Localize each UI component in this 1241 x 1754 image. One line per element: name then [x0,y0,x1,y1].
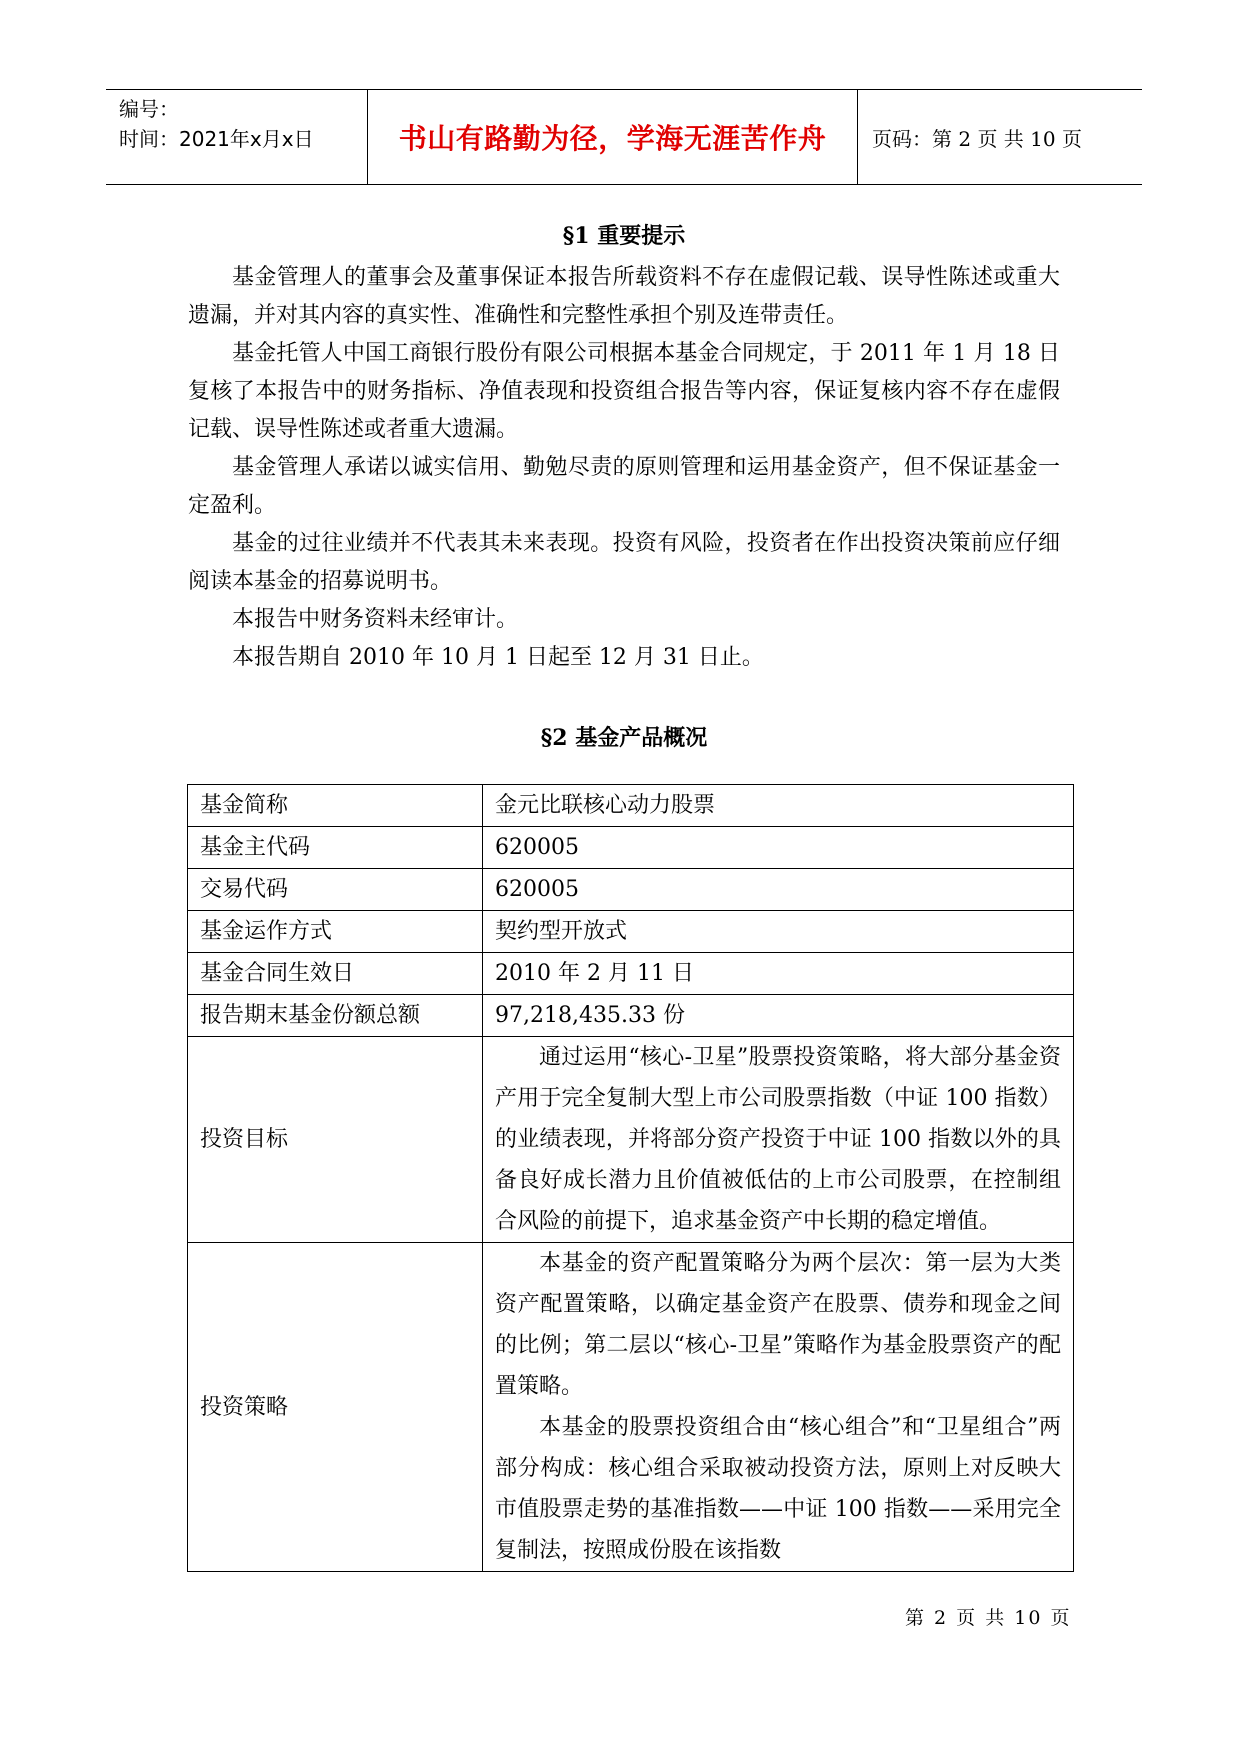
notice-paragraph: 基金管理人承诺以诚实信用、勤勉尽责的原则管理和运用基金资产，但不保证基金一定盈利。 [188,455,1060,518]
section1-title: §1 重要提示 [562,223,686,249]
row-key: 报告期末基金份额总额 [188,995,483,1037]
notice-paragraph: 本报告中财务资料未经审计。 [232,607,519,632]
row-value: 97,218,435.33 份 [483,995,1074,1037]
notice-paragraph: 基金托管人中国工商银行股份有限公司根据本基金合同规定，于 2011 年 1 月 18 日复核了本报告中的财务指标、净值表现和投资组合报告等内容，保证复核内容不存在虚假记载、误导性陈述或者重大遗漏。 [188,341,1060,442]
strategy-cell [483,1243,1074,1572]
table-row [188,953,1074,995]
header-motto: 书山有路勤为径，学海无涯苦作舟 [368,90,858,184]
strategy-paragraph: 本基金的股票投资组合由“核心组合”和“卫星组合”两部分构成：核心组合采取被动投资方法，原则上对反映大市值股票走势的基准指数——中证 100 指数——采用完全复制法，按照成份股在该指数 [495,1415,1061,1563]
table-row [188,869,1074,911]
table-row [188,785,1074,827]
row-value: 金元比联核心动力股票 [483,785,1074,827]
row-value: 2010 年 2 月 11 日 [483,953,1074,995]
row-key: 基金简称 [188,785,483,827]
row-key: 投资目标 [188,1037,483,1243]
section2-title: §2 基金产品概况 [540,725,708,751]
row-key: 基金运作方式 [188,911,483,953]
row-value: 契约型开放式 [483,911,1074,953]
notice-paragraph: 本报告期自 2010 年 10 月 1 日起至 12 月 31 日止。 [232,645,764,670]
notice-paragraph: 基金管理人的董事会及董事保证本报告所载资料不存在虚假记载、误导性陈述或重大遗漏，并对其内容的真实性、准确性和完整性承担个别及连带责任。 [188,265,1060,328]
page-header [106,89,1142,185]
strategy-paragraph: 本基金的资产配置策略分为两个层次：第一层为大类资产配置策略，以确定基金资产在股票、债券和现金之间的比例；第二层以“核心-卫星”策略作为基金股票资产的配置策略。 [495,1251,1061,1399]
table-row [188,1037,1074,1243]
section-important-notice [188,213,1060,761]
notice-paragraph: 基金的过往业绩并不代表其未来表现。投资有风险，投资者在作出投资决策前应仔细阅读本基金的招募说明书。 [188,531,1060,594]
header-meta [106,90,368,184]
table-row [188,827,1074,869]
objective-cell [483,1037,1074,1243]
row-key: 投资策略 [188,1243,483,1572]
row-value: 620005 [483,827,1074,869]
row-value: 620005 [483,869,1074,911]
row-key: 交易代码 [188,869,483,911]
row-key: 基金主代码 [188,827,483,869]
serial-label: 编号： [119,97,179,121]
row-key: 基金合同生效日 [188,953,483,995]
time-label: 时间：2021年x月x日 [119,127,314,151]
page-footer: 第 2 页 共 10 页 [905,1607,1072,1629]
table-row [188,1243,1074,1572]
table-row [188,911,1074,953]
objective-text: 通过运用“核心-卫星”股票投资策略，将大部分基金资产用于完全复制大型上市公司股票指数（中证 100 指数）的业绩表现，并将部分资产投资于中证 100 指数以外的具备良好成长潜力且价值被低估的上市公司股票，在控制组合风险的前提下，追求基金资产中长期的稳定增值。 [495,1045,1061,1234]
header-page-info: 页码：第 2 页 共 10 页 [872,126,1082,151]
fund-overview-table [187,784,1074,1572]
table-row [188,995,1074,1037]
